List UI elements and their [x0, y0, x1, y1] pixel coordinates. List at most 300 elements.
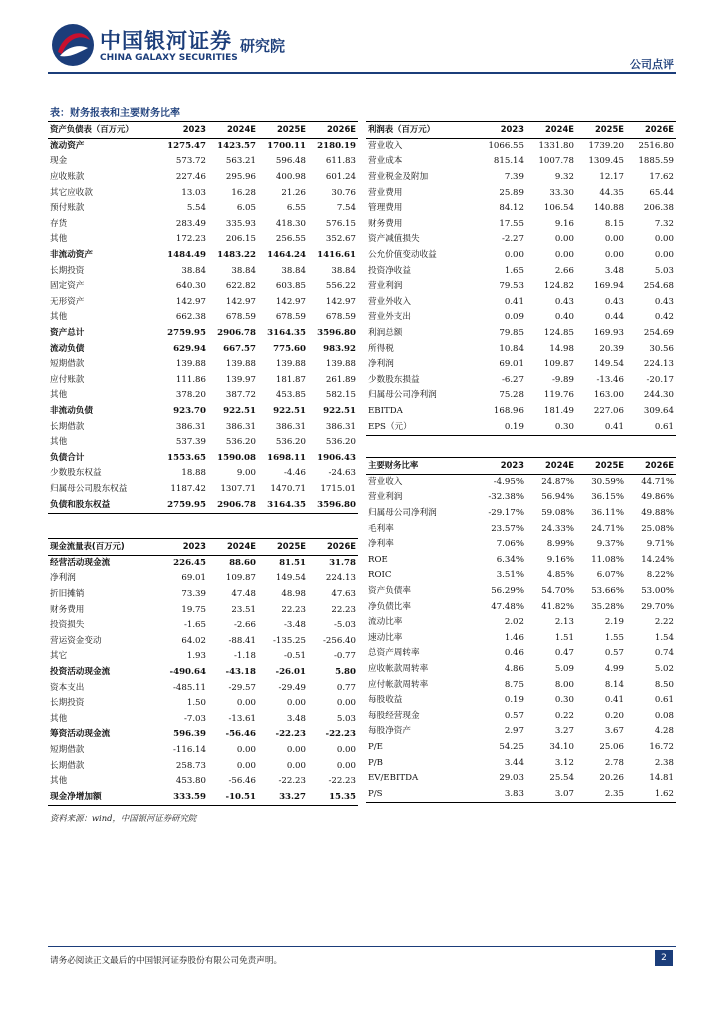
value-cell: 1066.55 [488, 140, 524, 151]
table-row [366, 709, 676, 725]
table-row [366, 263, 676, 279]
row-label-cell: 资产总计 [50, 328, 85, 339]
value-cell: 4.86 [504, 664, 524, 675]
row-label-cell: EPS（元） [366, 419, 476, 435]
value-cell: 142.97 [275, 296, 306, 307]
value-cell: 25.06 [599, 741, 624, 752]
value-cell: -13.46 [596, 374, 624, 385]
row-label-cell: 少数股东损益 [368, 374, 420, 385]
value-cell: 8.75 [504, 679, 524, 690]
row-label-cell: 归属母公司净利润 [368, 508, 437, 519]
table-header-row [48, 539, 358, 556]
row-label-cell: 投资活动现金流 [50, 667, 111, 678]
value-cell: -1.18 [233, 651, 256, 662]
value-cell: 142.97 [175, 296, 206, 307]
value-cell: 8.15 [604, 218, 624, 229]
value-cell: 0.00 [604, 250, 624, 261]
value-cell: 2759.95 [160, 497, 208, 513]
value-cell: 335.93 [225, 218, 256, 229]
table-title-cell: 资产负债表（百万元） [48, 122, 160, 139]
table-row [48, 587, 358, 603]
value-cell: 3.27 [554, 726, 574, 737]
value-cell: 563.21 [225, 156, 256, 167]
value-cell: 603.85 [275, 281, 306, 292]
value-cell: 9.16 [554, 218, 574, 229]
value-cell: 667.57 [223, 343, 256, 354]
value-cell: 181.49 [543, 405, 574, 416]
value-cell: 3.51% [496, 570, 524, 581]
year-header-cell: 2025E [258, 539, 308, 556]
value-cell: 53.00% [641, 586, 674, 597]
value-cell: -29.49 [278, 682, 306, 693]
table-row [366, 740, 676, 756]
value-cell: 576.15 [325, 218, 356, 229]
value-cell: 75.28 [499, 390, 524, 401]
table-row [366, 646, 676, 662]
value-cell: -56.46 [228, 776, 256, 787]
value-cell: 453.80 [175, 776, 206, 787]
value-cell: 106.54 [543, 203, 574, 214]
value-cell: 16.72 [649, 741, 674, 752]
value-cell: 2.13 [554, 617, 574, 628]
value-cell: 386.31 [275, 421, 306, 432]
value-cell: 386.31 [325, 421, 356, 432]
row-label-cell: 长期借款 [50, 760, 85, 771]
row-label-cell: 其他 [50, 234, 68, 245]
value-cell: -22.23 [278, 776, 306, 787]
row-label-cell: 其他 [50, 437, 68, 448]
value-cell: 254.69 [643, 328, 674, 339]
table-row [366, 373, 676, 389]
value-cell: 44.35 [599, 187, 624, 198]
table-row [366, 584, 676, 600]
row-label-cell: 流动比率 [368, 617, 403, 628]
value-cell: 1698.11 [267, 452, 306, 463]
value-cell: 38.84 [281, 265, 306, 276]
value-cell: 0.00 [654, 250, 674, 261]
row-label-cell: 资本支出 [50, 682, 85, 693]
value-cell: 0.00 [286, 760, 306, 771]
year-header-cell: 2025E [258, 122, 308, 139]
row-label-cell: 其他 [50, 713, 68, 724]
table-row [48, 279, 358, 295]
value-cell: 23.51 [231, 604, 256, 615]
row-label-cell: 所得税 [368, 343, 394, 354]
table-row [48, 696, 358, 712]
row-label-cell: 投资损失 [50, 620, 85, 631]
value-cell: 30.76 [331, 187, 356, 198]
value-cell: -0.77 [333, 651, 356, 662]
value-cell: 0.00 [504, 250, 524, 261]
value-cell: 3.83 [476, 786, 526, 802]
value-cell: -43.18 [225, 667, 256, 678]
value-cell: 0.77 [336, 682, 356, 693]
value-cell: 41.82% [541, 601, 574, 612]
value-cell: 3.07 [526, 786, 576, 802]
row-label-cell: 营业外支出 [368, 312, 411, 323]
value-cell: -490.64 [169, 667, 206, 678]
row-label-cell: 营业税金及附加 [368, 172, 429, 183]
table-row [48, 435, 358, 451]
value-cell: 84.12 [499, 203, 524, 214]
value-cell: 139.97 [225, 374, 256, 385]
value-cell: 1739.20 [588, 140, 624, 151]
value-cell: 20.39 [599, 343, 624, 354]
row-label-cell: 短期借款 [50, 359, 85, 370]
value-cell: -29.57 [228, 682, 256, 693]
value-cell: 33.30 [549, 187, 574, 198]
table-row [366, 568, 676, 584]
row-label-cell: 筹资活动现金流 [50, 729, 111, 740]
value-cell: 17.62 [649, 172, 674, 183]
value-cell: 38.84 [181, 265, 206, 276]
row-label-cell: 预付账款 [50, 203, 85, 214]
value-cell: 0.20 [604, 710, 624, 721]
value-cell: 19.75 [181, 604, 206, 615]
table-row [366, 248, 676, 264]
value-cell: 2.38 [654, 757, 674, 768]
value-cell: 0.43 [654, 296, 674, 307]
value-cell: -3.48 [283, 620, 306, 631]
value-cell: 22.23 [281, 604, 306, 615]
value-cell: 5.03 [654, 265, 674, 276]
value-cell: 0.00 [286, 745, 306, 756]
value-cell: 8.99% [546, 539, 574, 550]
table-title-cell: 利润表（百万元） [366, 122, 476, 139]
value-cell: 15.35 [308, 790, 358, 806]
value-cell: 48.98 [281, 589, 306, 600]
value-cell: 418.30 [275, 218, 306, 229]
value-cell: 30.59% [591, 476, 624, 487]
value-cell: 14.98 [549, 343, 574, 354]
value-cell: 24.87% [541, 476, 574, 487]
value-cell: 22.23 [331, 604, 356, 615]
value-cell: -22.23 [275, 729, 306, 740]
value-cell: 3.48 [286, 713, 306, 724]
value-cell: 601.24 [325, 172, 356, 183]
row-label-cell: 其它 [50, 651, 68, 662]
value-cell: 0.61 [626, 419, 676, 435]
value-cell: 922.51 [273, 405, 306, 416]
value-cell: 172.23 [175, 234, 206, 245]
year-header-cell: 2024E [208, 539, 258, 556]
row-label-cell: 营业利润 [368, 492, 403, 503]
value-cell: 54.70% [541, 586, 574, 597]
table-row [48, 341, 358, 357]
table-row [48, 263, 358, 279]
value-cell: 678.59 [275, 312, 306, 323]
table-header-row [48, 122, 358, 139]
value-cell: 573.72 [175, 156, 206, 167]
value-cell: 0.00 [336, 760, 356, 771]
value-cell: 38.84 [331, 265, 356, 276]
table-row [48, 466, 358, 482]
row-label-cell: 营运资金变动 [50, 635, 102, 646]
value-cell: 47.63 [331, 589, 356, 600]
value-cell: 142.97 [325, 296, 356, 307]
table-row [48, 201, 358, 217]
table-row [48, 618, 358, 634]
table-row [366, 170, 676, 186]
table-row [366, 217, 676, 233]
value-cell: 0.00 [554, 234, 574, 245]
value-cell: 139.88 [225, 359, 256, 370]
value-cell: -9.89 [551, 374, 574, 385]
table-row [48, 680, 358, 696]
value-cell: 0.00 [654, 234, 674, 245]
row-label-cell: 应收账款 [50, 172, 85, 183]
table-row [48, 248, 358, 264]
value-cell: 12.17 [599, 172, 624, 183]
value-cell: -116.14 [173, 745, 206, 756]
value-cell: 1464.24 [267, 250, 306, 261]
value-cell: 5.54 [186, 203, 206, 214]
value-cell: 38.84 [231, 265, 256, 276]
value-cell: 536.20 [225, 437, 256, 448]
value-cell: 8.50 [654, 679, 674, 690]
row-label-cell: 无形资产 [50, 296, 85, 307]
row-label-cell: 长期借款 [50, 421, 85, 432]
row-label-cell: 净利润 [50, 573, 76, 584]
value-cell: -29.17% [488, 508, 524, 519]
value-cell: 79.53 [499, 281, 524, 292]
value-cell: 1.46 [504, 632, 524, 643]
value-cell: -24.63 [328, 468, 356, 479]
value-cell: 582.15 [325, 390, 356, 401]
value-cell: 7.54 [336, 203, 356, 214]
year-header-cell: 2026E [626, 458, 676, 475]
year-header-cell: 2024E [526, 458, 576, 475]
value-cell: 53.66% [591, 586, 624, 597]
value-cell: 1.62 [626, 786, 676, 802]
table-row [48, 373, 358, 389]
table-header-row [366, 122, 676, 139]
value-cell: 181.87 [275, 374, 306, 385]
data-source-note: 资料来源：wind，中国银河证券研究院 [50, 813, 197, 823]
brand-name-en: CHINA GALAXY SECURITIES [100, 53, 238, 63]
value-cell: 261.89 [325, 374, 356, 385]
value-cell: 0.00 [236, 698, 256, 709]
value-cell: 0.22 [554, 710, 574, 721]
value-cell: -32.38% [488, 492, 524, 503]
value-cell: 29.03 [499, 773, 524, 784]
value-cell: 111.86 [175, 374, 206, 385]
value-cell: -0.51 [283, 651, 306, 662]
value-cell: 4.28 [654, 726, 674, 737]
table-row [366, 693, 676, 709]
row-label-cell: 短期借款 [50, 745, 85, 756]
row-label-cell: 其它应收款 [50, 187, 93, 198]
row-label-cell: 应付账款 [50, 374, 85, 385]
table-row [48, 665, 358, 681]
row-label-cell: 营业收入 [368, 476, 403, 487]
value-cell: 6.07% [596, 570, 624, 581]
value-cell: 6.55 [286, 203, 306, 214]
value-cell: 81.51 [279, 557, 306, 568]
value-cell: 8.00 [554, 679, 574, 690]
table-row [48, 571, 358, 587]
table-title-cell: 主要财务比率 [366, 458, 476, 475]
value-cell: 1.55 [604, 632, 624, 643]
value-cell: 1484.49 [167, 250, 206, 261]
table-row [48, 357, 358, 373]
value-cell: 142.97 [225, 296, 256, 307]
table-header-row [366, 458, 676, 475]
table-row [48, 404, 358, 420]
value-cell: 124.82 [543, 281, 574, 292]
financial-ratios-table [366, 457, 676, 803]
value-cell: 258.73 [175, 760, 206, 771]
value-cell: 387.72 [225, 390, 256, 401]
value-cell: 922.51 [223, 405, 256, 416]
value-cell: 169.93 [593, 328, 624, 339]
row-label-cell: P/B [368, 757, 383, 768]
row-label-cell: 财务费用 [50, 604, 85, 615]
row-label-cell: 每股净资产 [368, 726, 411, 737]
value-cell: 21.26 [281, 187, 306, 198]
value-cell: -26.01 [275, 667, 306, 678]
table-row [366, 419, 676, 435]
table-row [366, 404, 676, 420]
value-cell: 0.09 [504, 312, 524, 323]
value-cell: 224.13 [325, 573, 356, 584]
row-label-cell: 少数股东权益 [50, 468, 102, 479]
value-cell: 0.30 [554, 695, 574, 706]
brand-name-cn: 中国银河证券 [100, 29, 232, 53]
value-cell: -256.40 [323, 635, 356, 646]
value-cell: 3164.35 [267, 328, 306, 339]
value-cell: 0.00 [236, 745, 256, 756]
row-label-cell: 资产负债率 [368, 586, 411, 597]
table-row [48, 743, 358, 759]
year-header-cell: 2023 [476, 122, 526, 139]
row-label-cell: 应付帐款周转率 [368, 679, 429, 690]
row-label-cell: 负债合计 [50, 452, 85, 463]
value-cell: 64.02 [181, 635, 206, 646]
value-cell: 640.30 [175, 281, 206, 292]
table-row [48, 727, 358, 743]
value-cell: 2516.80 [638, 140, 674, 151]
value-cell: 2.02 [504, 617, 524, 628]
table-row [366, 185, 676, 201]
value-cell: 1700.11 [267, 140, 306, 151]
value-cell: 596.48 [275, 156, 306, 167]
galaxy-logo-icon [50, 22, 96, 68]
value-cell: 109.87 [543, 359, 574, 370]
value-cell: 44.71% [641, 476, 674, 487]
year-header-cell: 2025E [576, 122, 626, 139]
table-title-cell: 现金流量表(百万元) [48, 539, 160, 556]
balance-sheet-table [48, 121, 358, 514]
value-cell: -13.61 [228, 713, 256, 724]
value-cell: 49.86% [641, 492, 674, 503]
value-cell: 24.33% [541, 523, 574, 534]
value-cell: 9.71% [646, 539, 674, 550]
value-cell: -6.27 [501, 374, 524, 385]
value-cell: 163.00 [593, 390, 624, 401]
value-cell: 227.46 [175, 172, 206, 183]
row-label-cell: 毛利率 [368, 523, 394, 534]
value-cell: 333.59 [160, 790, 208, 806]
row-label-cell: 固定资产 [50, 281, 85, 292]
value-cell: 69.01 [181, 573, 206, 584]
value-cell: -1.65 [183, 620, 206, 631]
value-cell: 0.00 [336, 745, 356, 756]
row-label-cell: 归属母公司净利润 [368, 390, 437, 401]
table-row [48, 712, 358, 728]
header-divider [48, 72, 676, 74]
row-label-cell: 流动负债 [50, 343, 85, 354]
value-cell: 11.08% [591, 554, 624, 565]
value-cell: 224.13 [643, 359, 674, 370]
value-cell: 25.89 [499, 187, 524, 198]
year-header-cell: 2026E [308, 539, 358, 556]
value-cell: 73.39 [181, 589, 206, 600]
value-cell: 69.01 [499, 359, 524, 370]
value-cell: 168.96 [493, 405, 524, 416]
value-cell: 29.70% [641, 601, 674, 612]
value-cell: 283.49 [175, 218, 206, 229]
value-cell: -2.66 [233, 620, 256, 631]
table-row [48, 295, 358, 311]
value-cell: 3164.35 [258, 497, 308, 513]
value-cell: 5.09 [554, 664, 574, 675]
row-label-cell: 营业外收入 [368, 296, 411, 307]
value-cell: 622.82 [225, 281, 256, 292]
value-cell: -20.17 [646, 374, 674, 385]
table-row [48, 170, 358, 186]
row-label-cell: 非流动资产 [50, 250, 93, 261]
value-cell: -7.03 [183, 713, 206, 724]
value-cell: 1307.71 [220, 483, 256, 494]
value-cell: 2759.95 [167, 328, 206, 339]
row-label-cell: 每股收益 [368, 695, 403, 706]
row-label-cell: 其他 [50, 312, 68, 323]
value-cell: 3.12 [554, 757, 574, 768]
table-row [366, 506, 676, 522]
value-cell: -2.27 [501, 234, 524, 245]
value-cell: 14.81 [649, 773, 674, 784]
row-label-cell: EBITDA [368, 405, 403, 416]
value-cell: 0.00 [236, 760, 256, 771]
table-row [366, 662, 676, 678]
table-row [48, 602, 358, 618]
value-cell: 25.08% [641, 523, 674, 534]
table-row [366, 388, 676, 404]
value-cell: 7.32 [654, 218, 674, 229]
page-number: 2 [655, 950, 673, 966]
table-row [366, 279, 676, 295]
footer-disclaimer: 请务必阅读正文最后的中国银河证券股份有限公司免责声明。 [50, 956, 283, 966]
value-cell: 1187.42 [170, 483, 206, 494]
value-cell: -4.95% [493, 476, 524, 487]
value-cell: 109.87 [225, 573, 256, 584]
value-cell: 2.19 [604, 617, 624, 628]
value-cell: 923.70 [173, 405, 206, 416]
value-cell: 149.54 [593, 359, 624, 370]
value-cell: 629.94 [173, 343, 206, 354]
value-cell: 0.42 [654, 312, 674, 323]
row-label-cell: 总资产周转率 [368, 648, 420, 659]
value-cell: 386.31 [175, 421, 206, 432]
table-row [366, 521, 676, 537]
value-cell: -5.03 [333, 620, 356, 631]
row-label-cell: 流动资产 [50, 140, 85, 151]
value-cell: 1007.78 [538, 156, 574, 167]
value-cell: 47.48% [491, 601, 524, 612]
table-row [48, 649, 358, 665]
value-cell: 47.48 [231, 589, 256, 600]
